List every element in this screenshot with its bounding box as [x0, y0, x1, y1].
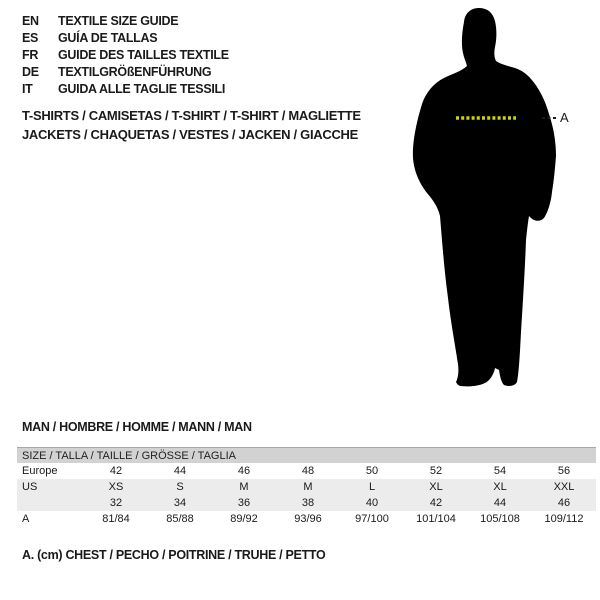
- table-cell: 50: [365, 465, 379, 477]
- row-label: US: [22, 481, 38, 493]
- table-cell: 42: [109, 465, 123, 477]
- language-code: ES: [22, 31, 39, 45]
- size-table: [17, 447, 596, 527]
- table-cell: 109/112: [544, 513, 584, 525]
- table-cell: 42: [429, 497, 443, 509]
- category-line-tshirts: T-SHIRTS / CAMISETAS / T-SHIRT / T-SHIRT / MAGLIETTE: [22, 108, 361, 123]
- row-label: Europe: [22, 465, 58, 477]
- language-row-es: [22, 30, 229, 47]
- language-label: GUÍA DE TALLAS: [58, 31, 158, 45]
- table-cell: XS: [108, 481, 124, 493]
- table-cell: 105/108: [480, 513, 520, 525]
- size-table-header: SIZE / TALLA / TAILLE / GRÖSSE / TAGLIA: [17, 447, 596, 463]
- language-row-en: [22, 13, 229, 30]
- table-cell: 40: [365, 497, 379, 509]
- table-cell: 56: [557, 465, 571, 477]
- table-row-europe: [17, 463, 596, 479]
- table-cell: 44: [173, 465, 187, 477]
- measure-label-a: A: [560, 110, 569, 125]
- language-row-de: [22, 64, 229, 81]
- language-label: TEXTILE SIZE GUIDE: [58, 14, 179, 28]
- table-cell: 46: [237, 465, 251, 477]
- table-cell: XL: [493, 481, 507, 493]
- table-cell: 46: [557, 497, 571, 509]
- table-cell: 52: [429, 465, 443, 477]
- language-code: IT: [22, 82, 33, 96]
- man-silhouette-shape: [413, 8, 556, 386]
- table-cell: XXL: [553, 481, 575, 493]
- table-cell: S: [176, 481, 184, 493]
- section-title-man: MAN / HOMBRE / HOMME / MANN / MAN: [22, 420, 252, 434]
- category-line-jackets: JACKETS / CHAQUETAS / VESTES / JACKEN / GIACCHE: [22, 126, 358, 142]
- table-cell: 54: [493, 465, 507, 477]
- language-list: [22, 13, 229, 98]
- language-code: EN: [22, 14, 39, 28]
- language-label: GUIDE DES TAILLES TEXTILE: [58, 48, 229, 62]
- table-cell: 34: [173, 497, 187, 509]
- language-row-it: [22, 81, 229, 98]
- garment-categories: [22, 107, 361, 144]
- table-row-us: [17, 479, 596, 495]
- man-silhouette-figure: [395, 0, 600, 400]
- table-cell: 38: [301, 497, 315, 509]
- language-code: FR: [22, 48, 39, 62]
- table-cell: M: [239, 481, 249, 493]
- table-row-chest-a: [17, 511, 596, 527]
- language-label: TEXTILGRÖßENFÜHRUNG: [58, 65, 212, 79]
- table-cell: 97/100: [355, 513, 389, 525]
- table-cell: 36: [237, 497, 251, 509]
- table-cell: 32: [109, 497, 123, 509]
- language-label: GUIDA ALLE TAGLIE TESSILI: [58, 82, 226, 96]
- table-cell: 89/92: [230, 513, 258, 525]
- language-code: DE: [22, 65, 39, 79]
- table-cell: 93/96: [294, 513, 322, 525]
- table-cell: 101/104: [416, 513, 456, 525]
- table-row-us-numeric: [17, 495, 596, 511]
- row-label: A: [22, 513, 30, 525]
- table-cell: 85/88: [166, 513, 194, 525]
- table-cell: 48: [301, 465, 315, 477]
- table-cell: XL: [429, 481, 443, 493]
- table-cell: 44: [493, 497, 507, 509]
- table-cell: M: [303, 481, 313, 493]
- man-silhouette-svg: [395, 0, 600, 400]
- language-row-fr: [22, 47, 229, 64]
- table-cell: L: [368, 481, 376, 493]
- row-label: [17, 495, 84, 511]
- measurement-footnote: A. (cm) CHEST / PECHO / POITRINE / TRUHE / PETTO: [22, 548, 326, 562]
- table-cell: 81/84: [102, 513, 130, 525]
